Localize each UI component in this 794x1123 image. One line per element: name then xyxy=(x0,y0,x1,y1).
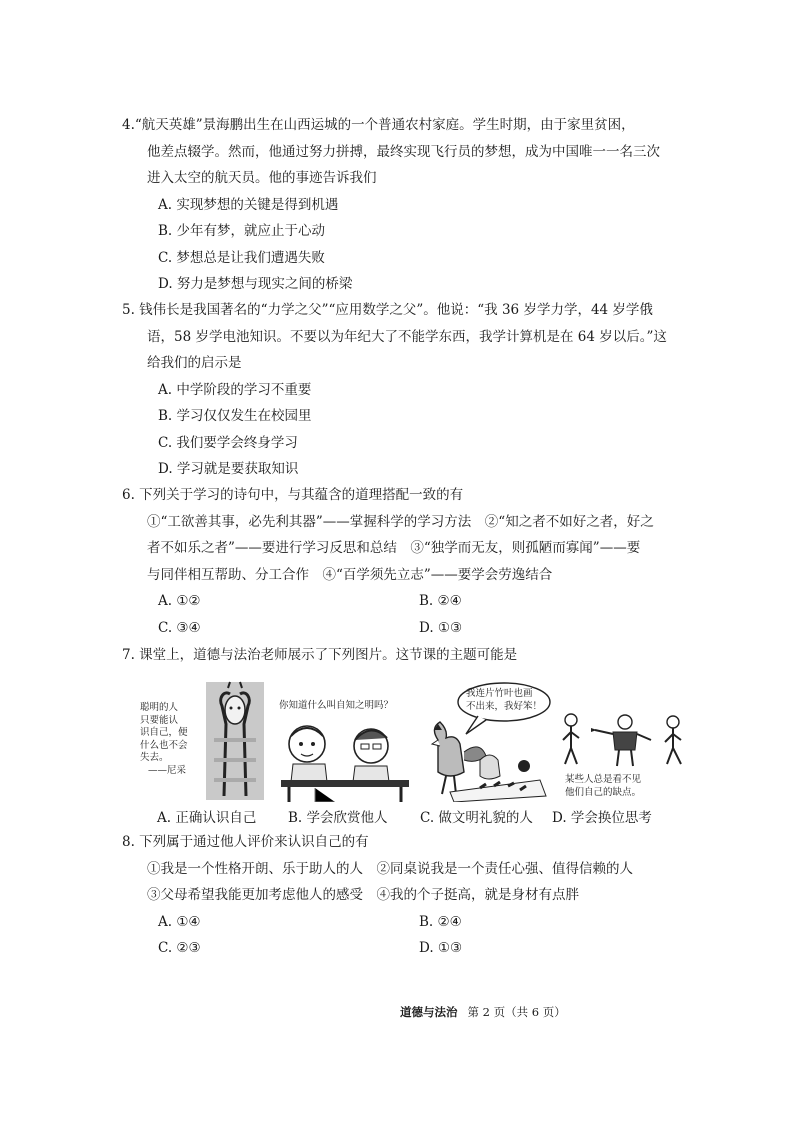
q8-option-c: C. ②③ xyxy=(158,940,201,956)
q7-option-a: A. 正确认识自己 xyxy=(157,810,257,826)
question-8 xyxy=(122,829,692,962)
q4-option-b: B. 少年有梦，就应止于心动 xyxy=(158,223,326,239)
q6-stem-line-2: ①“工欲善其事，必先利其器”——掌握科学的学习方法 ②“知之者不如好之者，好之 xyxy=(147,513,654,530)
fig4-caption-line-1: 某些人总是看不见 xyxy=(565,774,642,785)
question-5 xyxy=(122,297,692,483)
q8-options-row-2 xyxy=(122,935,692,962)
question-6 xyxy=(122,482,692,641)
fig1-quote-line-2: 只要能认 xyxy=(140,714,179,726)
fig1-quote-line-5: 失去。 xyxy=(140,752,169,763)
q5-stem-line-1: 5. 钱伟长是我国著名的“力学之父”“应用数学之父”。他说：“我 36 岁学力学，44 岁学俄 xyxy=(122,302,653,318)
q7-option-b: B. 学会欣赏他人 xyxy=(288,810,388,826)
q8-stem-line-1: 8. 下列属于通过他人评价来认识自己的有 xyxy=(122,834,369,850)
q7-figures xyxy=(140,680,700,805)
question-4 xyxy=(122,112,692,298)
q6-option-c: C. ③④ xyxy=(158,619,201,636)
fig2-bubble: 你知道什么叫自知之明吗？ xyxy=(279,700,394,711)
q7-option-c: C. 做文明礼貌的人 xyxy=(420,810,533,826)
giraffe-illustration xyxy=(200,680,270,802)
q6-stem-line-1: 6. 下列关于学习的诗句中，与其蕴含的道理搭配一致的有 xyxy=(122,487,464,503)
pointing-people-illustration xyxy=(555,710,695,770)
q6-option-a: A. ①② xyxy=(158,593,201,609)
fig1-quote-line-1: 聪明的人 xyxy=(140,702,179,713)
q5-option-d: D. 学习就是要获取知识 xyxy=(158,461,299,477)
q5-stem-line-2: 语，58 岁学电池知识。不要以为年纪大了不能学东西，我学计算机是在 64 岁以后。”这 xyxy=(147,328,667,345)
q7-option-d: D. 学会换位思考 xyxy=(552,810,652,826)
q6-stem-line-4: 与同伴相互帮助、分工合作 ④“百学须先立志”——要学会劳逸结合 xyxy=(147,566,553,583)
q5-option-a: A. 中学阶段的学习不重要 xyxy=(158,381,312,398)
fig1-quote xyxy=(140,702,188,777)
fig1-author: ——尼采 xyxy=(148,764,187,776)
q8-stem-line-3: ③父母希望我能更加考虑他人的感受 ④我的个子挺高，就是身材有点胖 xyxy=(147,887,579,903)
footer-subject: 道德与法治 xyxy=(400,1005,458,1019)
q4-option-c: C. 梦想总是让我们遭遇失败 xyxy=(158,249,325,266)
q8-option-d: D. ①③ xyxy=(419,940,463,956)
q8-stem-line-2: ①我是一个性格开朗、乐于助人的人 ②同桌说我是一个责任心强、值得信赖的人 xyxy=(147,860,633,877)
q6-options-row-2 xyxy=(122,615,692,642)
q4-stem-line-1: 4.“航天英雄”景海鹏出生在山西运城的一个普通农村家庭。学生时期，由于家里贫困， xyxy=(122,117,635,133)
q8-options-row-1 xyxy=(122,909,692,936)
q6-option-d: D. ①③ xyxy=(419,619,463,636)
page-footer xyxy=(400,1004,566,1020)
q4-option-d: D. 努力是梦想与现实之间的桥梁 xyxy=(158,276,353,292)
q4-stem-line-3: 进入太空的航天员。他的事迹告诉我们 xyxy=(147,170,377,186)
q7-options xyxy=(157,806,717,828)
q6-stem-line-3: 者不如乐之者”——要进行学习反思和总结 ③“独学而无友，则孤陋而寡闻”——要 xyxy=(147,540,641,556)
q4-option-a: A. 实现梦想的关键是得到机遇 xyxy=(158,196,339,213)
footer-page-number: 第 2 页（共 6 页） xyxy=(467,1005,566,1019)
fig1-quote-line-3: 识自己，便 xyxy=(140,727,188,738)
q5-option-c: C. 我们要学会终身学习 xyxy=(158,434,298,451)
students-illustration xyxy=(275,716,415,802)
figure-2-self-knowledge xyxy=(275,700,415,802)
q6-options-row-1 xyxy=(122,588,692,615)
q5-option-b: B. 学习仅仅发生在校园里 xyxy=(158,408,312,424)
fig3-bubble-line-1: 我连片竹叶也画 xyxy=(466,688,533,699)
q4-stem-line-2: 他差点辍学。然而，他通过努力拼搏，最终实现飞行员的梦想，成为中国唯一一名三次 xyxy=(147,143,660,160)
fig1-quote-line-4: 什么也不会 xyxy=(140,739,188,751)
q7-stem: 7. 课堂上，道德与法治老师展示了下列图片。这节课的主题可能是 xyxy=(122,647,518,663)
q5-stem-line-3: 给我们的启示是 xyxy=(147,355,242,371)
q8-option-b: B. ②④ xyxy=(419,913,462,930)
q8-option-a: A. ①④ xyxy=(158,913,201,930)
fig4-caption xyxy=(565,774,641,799)
fig3-bubble xyxy=(466,688,542,713)
q6-option-b: B. ②④ xyxy=(419,593,462,609)
figure-1-nietzsche xyxy=(140,680,270,802)
question-7 xyxy=(122,642,692,669)
figure-4-shortcomings xyxy=(555,710,695,802)
fig4-caption-line-2: 他们自己的缺点。 xyxy=(565,786,642,798)
fig3-bubble-line-2: 不出来，我好笨！ xyxy=(466,700,543,712)
figure-3-rooster xyxy=(420,680,555,802)
